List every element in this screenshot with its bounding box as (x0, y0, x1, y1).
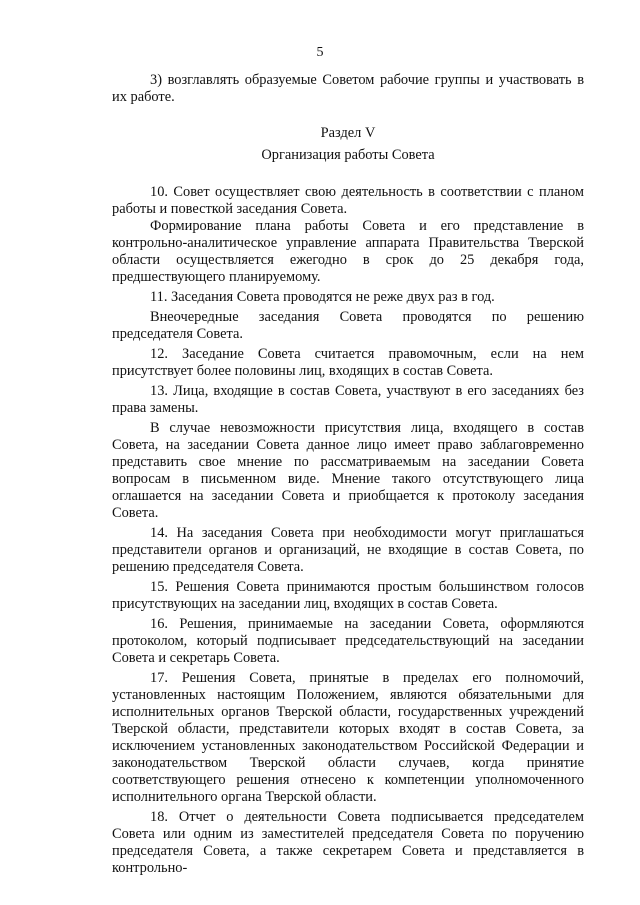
paragraph-13: 13. Лица, входящие в состав Совета, участвуют в его заседаниях без права замены. (112, 383, 584, 416)
paragraph-10: 10. Совет осуществляет свою деятельность в соответствии с планом работы и повесткой заседания Совета. (112, 184, 584, 217)
paragraph-15: 15. Решения Совета принимаются простым большинством голосов присутствующих на заседании лиц, входящих в состав Совета. (112, 579, 584, 612)
paragraph-13-absence: В случае невозможности присутствия лица, входящего в состав Совета, на заседании Совета данное лицо имеет право заблаговременно представить свое мнение по рассматриваемым на заседании Совета вопросам в письменном виде. Мнение такого отсутствующего лица оглашается на заседании Совета и приобщается к протоколу заседания Совета. (112, 420, 584, 521)
section-subtitle: Организация работы Совета (261, 147, 435, 163)
paragraph-14: 14. На заседания Совета при необходимости могут приглашаться представители органов и организаций, не входящие в состав Совета, по решению председателя Совета. (112, 525, 584, 575)
section-title: Раздел V (320, 125, 376, 141)
paragraph-11: 11. Заседания Совета проводятся не реже двух раз в год. (150, 289, 495, 305)
intro-paragraph: 3) возглавлять образуемые Советом рабочие группы и участвовать в их работе. (112, 72, 584, 105)
document-body (112, 72, 584, 877)
paragraph-11-extraordinary: Внеочередные заседания Совета проводятся по решению председателя Совета. (112, 309, 584, 342)
section-heading (112, 122, 584, 166)
page-number: 5 (316, 45, 324, 60)
paragraph-17: 17. Решения Совета, принятые в пределах его полномочий, установленных настоящим Положением, являются обязательными для исполнительных органов Тверской области, государственных учреждений Тверской области, представители которых входят в состав Совета, за исключением установленных законодательством Российской Федерации и законодательством Тверской области случаев, когда принятие соответствующего решения отнесено к компетенции уполномоченного исполнительного органа Тверской области. (112, 670, 584, 805)
paragraph-12: 12. Заседание Совета считается правомочным, если на нем присутствует более половины лиц, входящих в состав Совета. (112, 346, 584, 379)
paragraph-16: 16. Решения, принимаемые на заседании Совета, оформляются протоколом, который подписывает председательствующий на заседании Совета и секретарь Совета. (112, 616, 584, 666)
paragraph-18: 18. Отчет о деятельности Совета подписывается председателем Совета или одним из заместителей председателя Совета по поручению председателя Совета, а также секретарем Совета и представляется в контрольно- (112, 809, 584, 876)
paragraph-10-plan: Формирование плана работы Совета и его представление в контрольно-аналитическое управление аппарата Правительства Тверской области осуществляется ежегодно в срок до 25 декабря года, предшествующего планируемому. (112, 218, 584, 285)
